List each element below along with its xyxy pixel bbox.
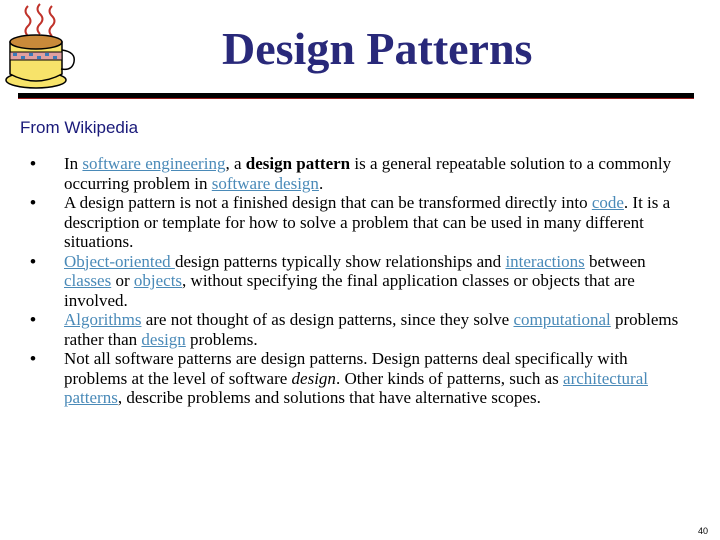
wiki-link[interactable]: objects — [133, 271, 183, 290]
bullet-text: A design pattern is not a finished design that can be transformed directly into — [64, 193, 592, 212]
bold-term: design pattern — [245, 154, 351, 173]
title-divider-accent — [18, 98, 694, 99]
slide-subtitle: From Wikipedia — [20, 118, 139, 137]
bullet-item — [30, 154, 690, 193]
bullet-text: or — [111, 271, 134, 290]
bullet-text: Not all software patterns are design patterns. Design patterns deal specifically with problems at the level of software — [64, 349, 628, 388]
bullet-text: . — [318, 173, 324, 193]
bullet-marker: • — [30, 349, 36, 368]
italic-term: design — [291, 368, 336, 388]
bullet-text: , without specifying the final application classes or objects that are involved. — [64, 271, 635, 310]
bullet-text: , a — [225, 154, 246, 173]
wiki-link[interactable]: code — [591, 193, 624, 212]
bullet-item — [30, 193, 690, 252]
wiki-link[interactable]: classes — [64, 271, 112, 290]
bullet-text: between — [584, 251, 646, 271]
bullet-list — [30, 154, 690, 408]
wiki-link[interactable]: software engineering — [82, 154, 226, 173]
bullet-text: are not thought of as design patterns, since they solve — [141, 310, 514, 329]
slide-title: Design Patterns — [222, 23, 533, 74]
wiki-link[interactable]: architectural patterns — [64, 368, 648, 407]
bullet-text: problems. — [185, 329, 258, 349]
coffee-cup-icon — [0, 0, 80, 95]
bullet-text: In — [64, 154, 83, 173]
bullet-item — [30, 310, 690, 349]
bullet-text: , describe problems and solutions that have alternative scopes. — [117, 388, 541, 407]
wiki-link[interactable]: software design — [211, 173, 319, 193]
bullet-text: . Other kinds of patterns, such as — [335, 368, 564, 388]
bullet-marker: • — [30, 310, 36, 329]
bullet-text: . It is a description or template for how to solve a problem that can be used in many different situations. — [64, 193, 671, 251]
page-number: 40 — [697, 526, 708, 536]
wiki-link[interactable]: computational — [513, 310, 611, 329]
bullet-text: problems rather than — [64, 310, 679, 349]
bullet-text: is a general repeatable solution to a commonly occurring problem in — [64, 154, 672, 193]
bullet-marker: • — [30, 251, 36, 271]
bullet-item — [30, 252, 690, 311]
bullet-marker: • — [30, 154, 36, 173]
wiki-link[interactable]: design — [141, 329, 186, 349]
bullet-marker: • — [30, 193, 36, 212]
bullet-text: design patterns typically show relationships and — [174, 251, 506, 271]
wiki-link[interactable]: interactions — [505, 251, 585, 271]
wiki-link[interactable]: Algorithms — [64, 310, 142, 329]
bullet-item — [30, 349, 690, 408]
wiki-link[interactable]: Object-oriented — [64, 251, 175, 271]
